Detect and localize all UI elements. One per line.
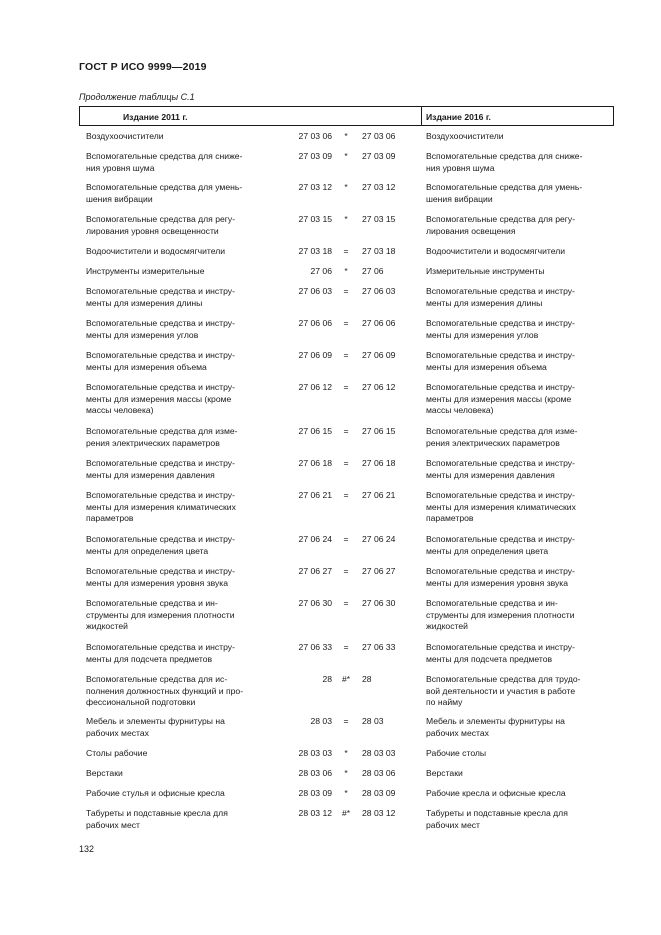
column-divider — [421, 107, 422, 125]
document-header: ГОСТ Р ИСО 9999—2019 — [79, 61, 207, 73]
name-2011-cell: Верстаки — [86, 768, 123, 778]
code-2016-cell: 28 03 12 — [362, 808, 396, 818]
relation-cell: = — [343, 318, 349, 328]
name-2011-cell: Вспомогательные средства для изме- рения электрических параметров — [86, 426, 238, 448]
code-2016-cell: 27 06 24 — [362, 534, 396, 544]
relation-cell: = — [343, 566, 349, 576]
code-2016-cell: 27 03 06 — [362, 131, 396, 141]
relation-cell: * — [344, 768, 348, 778]
code-2016-cell: 27 03 12 — [362, 182, 396, 192]
relation-cell: = — [343, 426, 349, 436]
code-2016-cell: 27 06 12 — [362, 382, 396, 392]
relation-cell: = — [343, 382, 349, 392]
code-2011-cell: 27 06 06 — [298, 318, 332, 328]
name-2011-cell: Вспомогательные средства для ис- полнения должностных функций и про- фессиональной подготовки — [86, 674, 244, 707]
relation-cell: * — [344, 214, 348, 224]
relation-cell: = — [343, 716, 349, 726]
name-2016-cell: Вспомогательные средства и инстру- менты для измерения длины — [426, 286, 575, 308]
code-2016-cell: 27 06 30 — [362, 598, 396, 608]
code-2016-cell: 27 03 15 — [362, 214, 396, 224]
code-2011-cell: 28 03 09 — [298, 788, 332, 798]
code-2016-cell: 27 06 27 — [362, 566, 396, 576]
name-2011-cell: Вспомогательные средства и инстру- менты для измерения длины — [86, 286, 235, 308]
relation-cell: * — [344, 748, 348, 758]
code-2016-cell: 28 03 06 — [362, 768, 396, 778]
name-2011-cell: Вспомогательные средства и инстру- менты для измерения массы (кроме массы человека) — [86, 382, 235, 415]
name-2016-cell: Вспомогательные средства для трудо- вой деятельности и участия в работе по найму — [426, 674, 581, 707]
name-2011-cell: Табуреты и подставные кресла для рабочих мест — [86, 808, 228, 830]
name-2016-cell: Вспомогательные средства для изме- рения электрических параметров — [426, 426, 578, 448]
code-2016-cell: 28 03 — [362, 716, 384, 726]
name-2011-cell: Столы рабочие — [86, 748, 148, 758]
name-2011-cell: Вспомогательные средства и инстру- менты для измерения уровня звука — [86, 566, 235, 588]
name-2011-cell: Вспомогательные средства для сниже- ния уровня шума — [86, 151, 243, 173]
name-2011-cell: Инструменты измерительные — [86, 266, 205, 276]
name-2016-cell: Измерительные инструменты — [426, 266, 545, 276]
relation-cell: = — [343, 246, 349, 256]
code-2016-cell: 27 06 18 — [362, 458, 396, 468]
relation-cell: #* — [341, 674, 351, 684]
name-2016-cell: Вспомогательные средства и инстру- менты для определения цвета — [426, 534, 575, 556]
code-2011-cell: 27 06 33 — [298, 642, 332, 652]
name-2011-cell: Вспомогательные средства и инстру- менты для определения цвета — [86, 534, 235, 556]
name-2011-cell: Вспомогательные средства и инстру- менты для измерения углов — [86, 318, 235, 340]
table-caption: Продолжение таблицы С.1 — [79, 92, 195, 102]
relation-cell: = — [343, 642, 349, 652]
code-2011-cell: 27 03 12 — [298, 182, 332, 192]
relation-cell: #* — [341, 808, 351, 818]
code-2016-cell: 27 06 21 — [362, 490, 396, 500]
code-2016-cell: 28 03 09 — [362, 788, 396, 798]
code-2011-cell: 27 06 27 — [298, 566, 332, 576]
code-2011-cell: 28 03 12 — [298, 808, 332, 818]
name-2011-cell: Воздухоочистители — [86, 131, 164, 141]
code-2011-cell: 27 06 21 — [298, 490, 332, 500]
code-2011-cell: 27 06 24 — [298, 534, 332, 544]
name-2011-cell: Вспомогательные средства и инстру- менты для измерения объема — [86, 350, 235, 372]
name-2016-cell: Вспомогательные средства и инстру- менты для измерения уровня звука — [426, 566, 575, 588]
relation-cell: * — [344, 788, 348, 798]
name-2016-cell: Вспомогательные средства и инстру- менты для измерения объема — [426, 350, 575, 372]
name-2016-cell: Вспомогательные средства для сниже- ния уровня шума — [426, 151, 583, 173]
relation-cell: = — [343, 534, 349, 544]
relation-cell: * — [344, 151, 348, 161]
code-2011-cell: 28 03 03 — [298, 748, 332, 758]
name-2011-cell: Вспомогательные средства и ин- струменты для измерения плотности жидкостей — [86, 598, 235, 631]
name-2011-cell: Водоочистители и водосмягчители — [86, 246, 226, 256]
code-2016-cell: 27 06 15 — [362, 426, 396, 436]
name-2016-cell: Табуреты и подставные кресла для рабочих мест — [426, 808, 568, 830]
page-number: 132 — [79, 844, 95, 854]
code-2011-cell: 27 06 — [310, 266, 332, 276]
name-2011-cell: Вспомогательные средства и инстру- менты для измерения давления — [86, 458, 235, 480]
relation-cell: * — [344, 131, 348, 141]
name-2016-cell: Вспомогательные средства и инстру- менты для измерения массы (кроме массы человека) — [426, 382, 575, 415]
name-2011-cell: Мебель и элементы фурнитуры на рабочих местах — [86, 716, 225, 738]
relation-cell: = — [343, 350, 349, 360]
code-2016-cell: 27 06 06 — [362, 318, 396, 328]
name-2016-cell: Верстаки — [426, 768, 463, 778]
relation-cell: * — [344, 266, 348, 276]
column-header-2011: Издание 2011 г. — [123, 112, 188, 122]
name-2016-cell: Воздухоочистители — [426, 131, 504, 141]
code-2011-cell: 28 — [322, 674, 332, 684]
table-header — [79, 106, 614, 126]
relation-cell: = — [343, 286, 349, 296]
name-2011-cell: Вспомогательные средства для умень- шения вибрации — [86, 182, 243, 204]
name-2011-cell: Вспомогательные средства для регу- лирования уровня освещенности — [86, 214, 236, 236]
code-2011-cell: 27 03 15 — [298, 214, 332, 224]
code-2011-cell: 27 06 12 — [298, 382, 332, 392]
code-2011-cell: 27 06 30 — [298, 598, 332, 608]
code-2016-cell: 27 06 — [362, 266, 384, 276]
name-2016-cell: Вспомогательные средства и инстру- менты для подсчета предметов — [426, 642, 575, 664]
code-2016-cell: 27 06 09 — [362, 350, 396, 360]
name-2016-cell: Вспомогательные средства и инстру- менты для измерения давления — [426, 458, 575, 480]
code-2011-cell: 27 03 06 — [298, 131, 332, 141]
code-2011-cell: 27 06 18 — [298, 458, 332, 468]
name-2016-cell: Мебель и элементы фурнитуры на рабочих местах — [426, 716, 565, 738]
code-2011-cell: 27 03 09 — [298, 151, 332, 161]
name-2011-cell: Рабочие стулья и офисные кресла — [86, 788, 225, 798]
name-2016-cell: Рабочие кресла и офисные кресла — [426, 788, 566, 798]
code-2016-cell: 28 — [362, 674, 372, 684]
code-2011-cell: 28 03 — [310, 716, 332, 726]
relation-cell: = — [343, 490, 349, 500]
name-2016-cell: Вспомогательные средства для умень- шения вибрации — [426, 182, 583, 204]
code-2011-cell: 27 03 18 — [298, 246, 332, 256]
code-2011-cell: 27 06 15 — [298, 426, 332, 436]
name-2016-cell: Вспомогательные средства и ин- струменты для измерения плотности жидкостей — [426, 598, 575, 631]
name-2011-cell: Вспомогательные средства и инстру- менты для измерения климатических параметров — [86, 490, 236, 523]
relation-cell: = — [343, 598, 349, 608]
code-2011-cell: 27 06 09 — [298, 350, 332, 360]
name-2016-cell: Рабочие столы — [426, 748, 487, 758]
code-2016-cell: 27 06 33 — [362, 642, 396, 652]
code-2016-cell: 27 03 09 — [362, 151, 396, 161]
code-2016-cell: 28 03 03 — [362, 748, 396, 758]
column-header-2016: Издание 2016 г. — [426, 112, 491, 122]
relation-cell: * — [344, 182, 348, 192]
name-2016-cell: Вспомогательные средства и инстру- менты для измерения климатических параметров — [426, 490, 576, 523]
name-2011-cell: Вспомогательные средства и инстру- менты для подсчета предметов — [86, 642, 235, 664]
relation-cell: = — [343, 458, 349, 468]
code-2016-cell: 27 03 18 — [362, 246, 396, 256]
name-2016-cell: Вспомогательные средства для регу- лирования освещения — [426, 214, 576, 236]
code-2011-cell: 28 03 06 — [298, 768, 332, 778]
name-2016-cell: Вспомогательные средства и инстру- менты для измерения углов — [426, 318, 575, 340]
code-2016-cell: 27 06 03 — [362, 286, 396, 296]
code-2011-cell: 27 06 03 — [298, 286, 332, 296]
name-2016-cell: Водоочистители и водосмягчители — [426, 246, 566, 256]
